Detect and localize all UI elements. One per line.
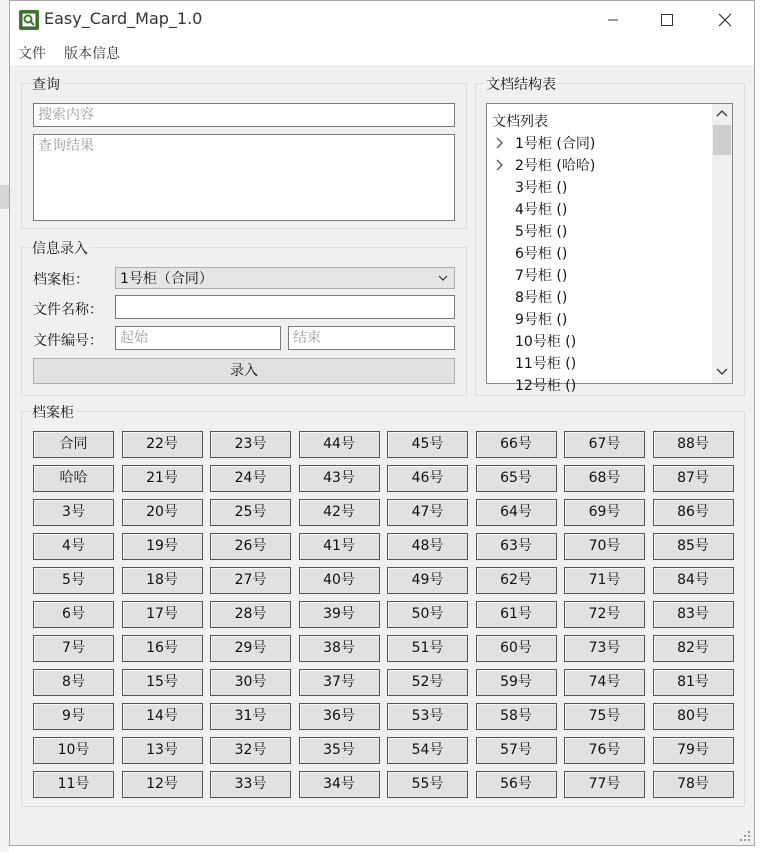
cabinet-button[interactable]: 57号 — [476, 737, 557, 764]
minimize-icon — [607, 14, 619, 26]
cabinet-button[interactable]: 48号 — [387, 533, 468, 560]
tree-item[interactable]: 8号柜 () — [515, 290, 568, 306]
resize-grip-icon[interactable] — [740, 831, 750, 841]
cabinet-button[interactable]: 6号 — [33, 601, 114, 628]
cabinet-button[interactable]: 67号 — [564, 431, 645, 458]
chevron-down-icon — [437, 272, 449, 284]
fileno-label: 文件编号： — [33, 333, 103, 349]
cabinet-button[interactable]: 79号 — [653, 737, 734, 764]
cabinet-group-title: 档案柜 — [30, 402, 76, 422]
cabinet-button[interactable]: 43号 — [299, 465, 380, 492]
tree-item[interactable]: 1号柜 (合同) — [515, 136, 596, 152]
cabinet-button[interactable]: 42号 — [299, 499, 380, 526]
tree-group-title: 文档结构表 — [484, 74, 558, 94]
cabinet-button[interactable]: 5号 — [33, 567, 114, 594]
cabinet-button[interactable]: 77号 — [564, 771, 645, 798]
cabinet-button[interactable]: 40号 — [299, 567, 380, 594]
query-group-title: 查询 — [30, 74, 62, 94]
chevron-right-icon[interactable] — [495, 159, 505, 171]
query-result-textarea[interactable]: 查询结果 — [33, 134, 455, 221]
scroll-up-icon[interactable] — [716, 108, 728, 118]
menu-version-info[interactable]: 版本信息 — [64, 46, 120, 62]
menu-file[interactable]: 文件 — [18, 46, 46, 62]
filename-input[interactable] — [115, 295, 455, 319]
cabinet-button[interactable]: 61号 — [476, 601, 557, 628]
tree-item[interactable]: 9号柜 () — [515, 312, 568, 328]
tree-item[interactable]: 3号柜 () — [515, 180, 568, 196]
tree-item[interactable]: 2号柜 (哈哈) — [515, 158, 596, 174]
tree-item[interactable]: 4号柜 () — [515, 202, 568, 218]
cabinet-button[interactable]: 70号 — [564, 533, 645, 560]
cabinet-button[interactable]: 18号 — [122, 567, 203, 594]
cabinet-button[interactable]: 19号 — [122, 533, 203, 560]
cabinet-button[interactable]: 88号 — [653, 431, 734, 458]
cabinet-button[interactable]: 合同 — [33, 431, 114, 458]
cabinet-button[interactable]: 50号 — [387, 601, 468, 628]
cabinet-button[interactable]: 51号 — [387, 635, 468, 662]
cabinet-button[interactable]: 26号 — [210, 533, 291, 560]
cabinet-button[interactable]: 76号 — [564, 737, 645, 764]
cabinet-button[interactable]: 60号 — [476, 635, 557, 662]
cabinet-button[interactable]: 85号 — [653, 533, 734, 560]
cabinet-button[interactable]: 25号 — [210, 499, 291, 526]
cabinet-button[interactable]: 62号 — [476, 567, 557, 594]
cabinet-button[interactable]: 71号 — [564, 567, 645, 594]
fileno-start-input[interactable]: 起始 — [115, 326, 281, 350]
tree-item[interactable]: 5号柜 () — [515, 224, 568, 240]
cabinet-button[interactable]: 39号 — [299, 601, 380, 628]
cabinet-button[interactable]: 35号 — [299, 737, 380, 764]
cabinet-button[interactable]: 27号 — [210, 567, 291, 594]
entry-group-title: 信息录入 — [30, 238, 90, 258]
maximize-button[interactable] — [644, 1, 690, 39]
cabinet-button[interactable]: 哈哈 — [33, 465, 114, 492]
cabinet-button[interactable]: 80号 — [653, 703, 734, 730]
document-tree[interactable] — [486, 103, 733, 394]
cabinet-button[interactable]: 68号 — [564, 465, 645, 492]
cabinet-select[interactable] — [115, 267, 455, 289]
cabinet-button[interactable]: 23号 — [210, 431, 291, 458]
cabinet-button[interactable]: 59号 — [476, 669, 557, 696]
tree-item[interactable]: 6号柜 () — [515, 246, 568, 262]
cabinet-button[interactable]: 9号 — [33, 703, 114, 730]
cabinet-button[interactable]: 17号 — [122, 601, 203, 628]
close-button[interactable] — [702, 1, 748, 39]
cabinet-button[interactable]: 56号 — [476, 771, 557, 798]
cabinet-button[interactable]: 63号 — [476, 533, 557, 560]
cabinet-button[interactable]: 33号 — [210, 771, 291, 798]
cabinet-button[interactable]: 29号 — [210, 635, 291, 662]
cabinet-button[interactable]: 24号 — [210, 465, 291, 492]
cabinet-button[interactable]: 15号 — [122, 669, 203, 696]
chevron-right-icon[interactable] — [495, 137, 505, 149]
tree-item[interactable]: 11号柜 () — [515, 356, 577, 372]
cabinet-button[interactable]: 41号 — [299, 533, 380, 560]
cabinet-button[interactable]: 69号 — [564, 499, 645, 526]
cabinet-button[interactable]: 84号 — [653, 567, 734, 594]
cabinet-button[interactable]: 53号 — [387, 703, 468, 730]
title-bar — [10, 1, 754, 39]
cabinet-button[interactable]: 21号 — [122, 465, 203, 492]
cabinet-button[interactable]: 7号 — [33, 635, 114, 662]
cabinet-button[interactable]: 81号 — [653, 669, 734, 696]
tree-root[interactable]: 文档列表 — [492, 114, 548, 130]
cabinet-button[interactable]: 14号 — [122, 703, 203, 730]
cabinet-button[interactable]: 31号 — [210, 703, 291, 730]
cabinet-button[interactable]: 78号 — [653, 771, 734, 798]
cabinet-button[interactable]: 8号 — [33, 669, 114, 696]
cabinet-button[interactable]: 74号 — [564, 669, 645, 696]
cabinet-button[interactable]: 65号 — [476, 465, 557, 492]
tree-item[interactable]: 7号柜 () — [515, 268, 568, 284]
cabinet-button[interactable]: 13号 — [122, 737, 203, 764]
cabinet-button[interactable]: 16号 — [122, 635, 203, 662]
cabinet-button[interactable]: 75号 — [564, 703, 645, 730]
cabinet-button[interactable]: 34号 — [299, 771, 380, 798]
filename-label: 文件名称： — [33, 302, 103, 318]
cabinet-button[interactable]: 54号 — [387, 737, 468, 764]
cabinet-button[interactable]: 45号 — [387, 431, 468, 458]
cabinet-button[interactable]: 28号 — [210, 601, 291, 628]
scroll-thumb[interactable] — [713, 125, 731, 155]
cabinet-button[interactable]: 64号 — [476, 499, 557, 526]
tree-scrollbar[interactable] — [712, 104, 732, 383]
scroll-down-icon[interactable] — [716, 367, 728, 377]
cabinet-button[interactable]: 82号 — [653, 635, 734, 662]
cabinet-button[interactable]: 30号 — [210, 669, 291, 696]
cabinet-button[interactable]: 47号 — [387, 499, 468, 526]
cabinet-button[interactable]: 10号 — [33, 737, 114, 764]
menu-bar — [10, 39, 754, 65]
cabinet-select-value: 1号柜（合同） — [120, 271, 213, 287]
cabinet-button[interactable]: 86号 — [653, 499, 734, 526]
maximize-icon — [661, 14, 673, 26]
search-input[interactable]: 搜索内容 — [33, 103, 455, 127]
cabinet-button[interactable]: 4号 — [33, 533, 114, 560]
cabinet-button[interactable]: 44号 — [299, 431, 380, 458]
cabinet-button[interactable]: 66号 — [476, 431, 557, 458]
app-icon — [19, 10, 39, 30]
cabinet-button[interactable]: 49号 — [387, 567, 468, 594]
close-icon — [718, 13, 732, 27]
background-selection — [0, 185, 9, 209]
cabinet-button[interactable]: 3号 — [33, 499, 114, 526]
cabinet-button[interactable]: 87号 — [653, 465, 734, 492]
cabinet-button[interactable]: 36号 — [299, 703, 380, 730]
submit-button[interactable]: 录入 — [33, 358, 455, 384]
cabinet-button[interactable]: 38号 — [299, 635, 380, 662]
cabinet-button[interactable]: 52号 — [387, 669, 468, 696]
cabinet-button[interactable]: 58号 — [476, 703, 557, 730]
cabinet-button[interactable]: 73号 — [564, 635, 645, 662]
window-title: Easy_Card_Map_1.0 — [44, 9, 203, 28]
cabinet-button[interactable]: 11号 — [33, 771, 114, 798]
cabinet-button[interactable]: 72号 — [564, 601, 645, 628]
cabinet-button[interactable]: 37号 — [299, 669, 380, 696]
background-window-edge — [0, 0, 9, 852]
cabinet-button[interactable]: 32号 — [210, 737, 291, 764]
tree-item[interactable]: 12号柜 () — [515, 378, 577, 394]
cabinet-button[interactable]: 83号 — [653, 601, 734, 628]
cabinet-button[interactable]: 22号 — [122, 431, 203, 458]
cabinet-button[interactable]: 46号 — [387, 465, 468, 492]
minimize-button[interactable] — [590, 1, 636, 39]
cabinet-button[interactable]: 12号 — [122, 771, 203, 798]
cabinet-label: 档案柜： — [33, 272, 89, 288]
cabinet-button[interactable]: 55号 — [387, 771, 468, 798]
app-window — [9, 0, 755, 846]
tree-item[interactable]: 10号柜 () — [515, 334, 577, 350]
cabinet-button[interactable]: 20号 — [122, 499, 203, 526]
fileno-end-input[interactable]: 结束 — [288, 326, 455, 350]
